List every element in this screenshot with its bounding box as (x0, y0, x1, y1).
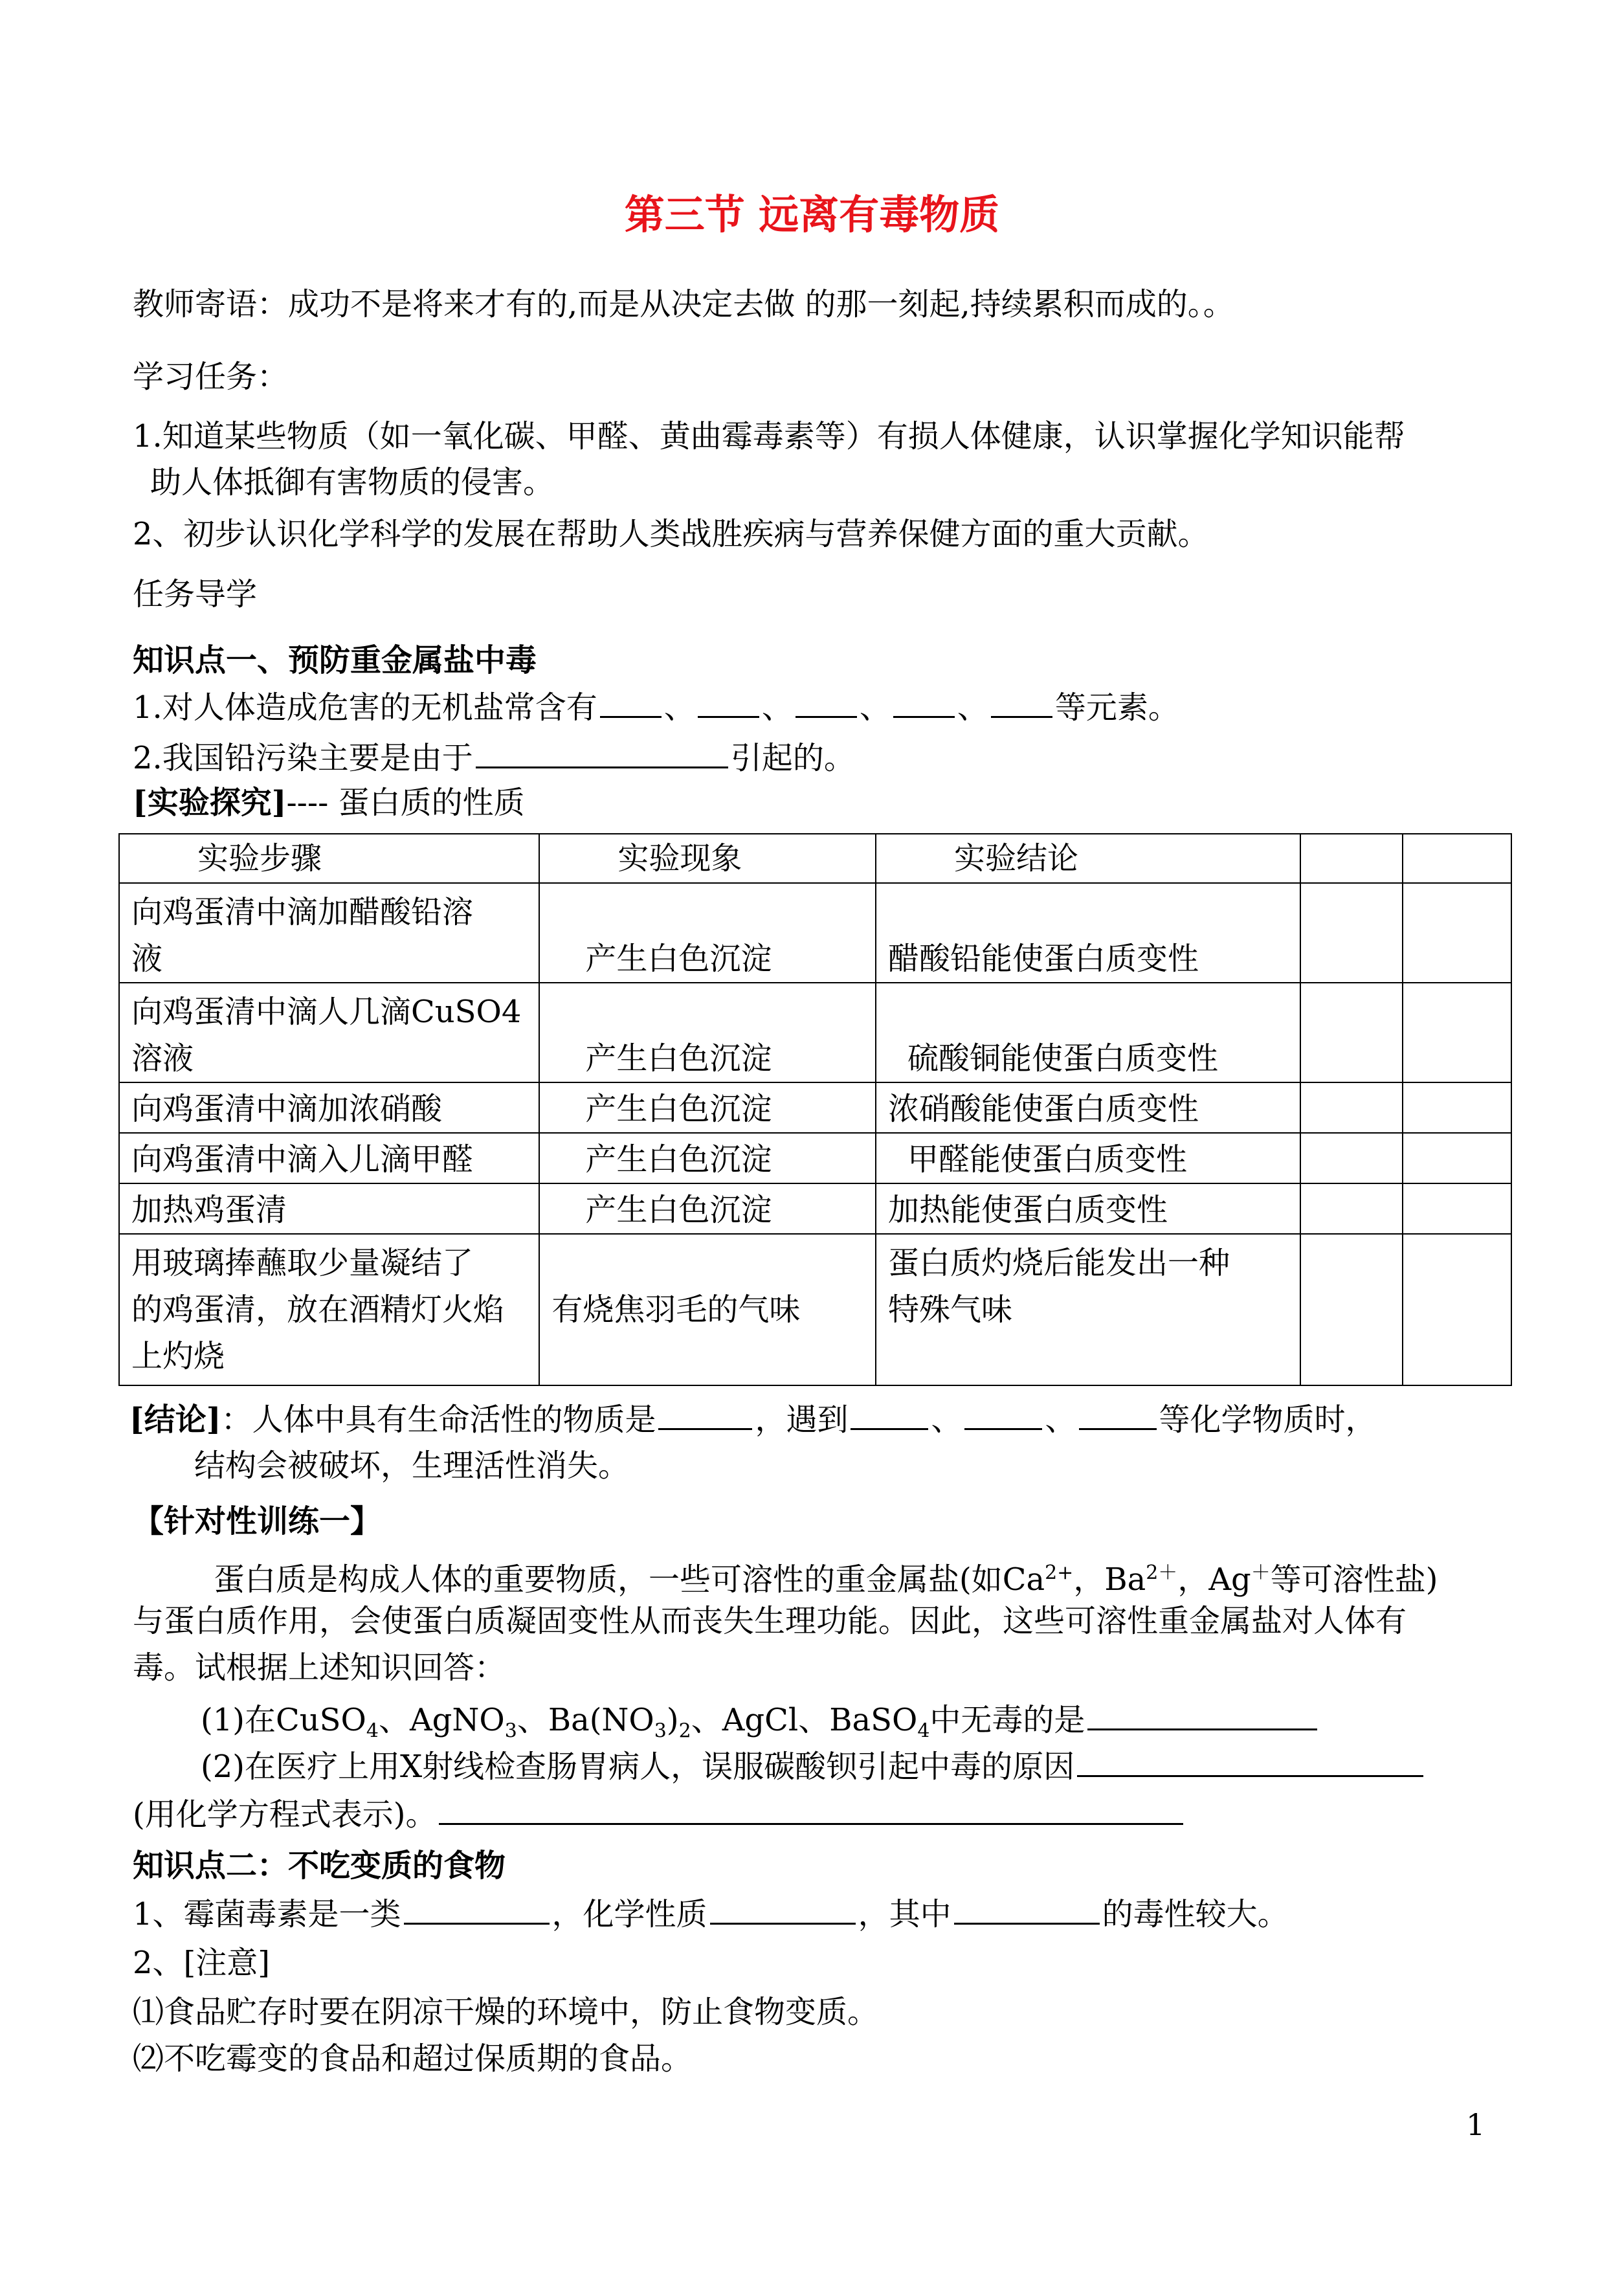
header-conclusion: 实验结论 (876, 834, 1300, 883)
phenomenon-text: 产生白色沉淀 (539, 1133, 876, 1183)
sub-question-2: (2)在医疗上用X射线检查肠胃病人，误服碳酸钡引起中毒的原因 (201, 1747, 1426, 1786)
training-paragraph-line-1: 蛋白质是构成人体的重要物质，一些可溶性的重金属盐(如$Ca^{2+}$，$Ba^{2+}$，Ag＋等可溶性盐) (214, 1561, 1438, 1598)
step-text: 用玻璃捧蘸取少量凝结了 (131, 1245, 474, 1281)
conclusion-text: 蛋白质灼烧后能发出一种 (887, 1245, 1230, 1281)
page-number: 1 (1466, 2107, 1485, 2142)
step-text: 的鸡蛋清，放在酒精灯火焰 (131, 1292, 505, 1328)
page-title: 第三节 远离有毒物质 (624, 191, 1000, 238)
conclusion-text: 醋酸铅能使蛋白质变性 (876, 883, 1300, 983)
step-text: 溶液 (131, 1040, 194, 1077)
answer-blank[interactable] (476, 738, 728, 768)
step-text: 向鸡蛋清中滴加醋酸铅溶 (131, 894, 474, 930)
teacher-note: 教师寄语：成功不是将来才有的,而是从决定去做 的那一刻起,持续累积而成的。。 (133, 286, 1234, 322)
answer-blank[interactable] (1077, 1747, 1423, 1777)
answer-blank[interactable] (851, 1400, 928, 1430)
knowledge-point-2: 知识点二：不吃变质的食物 (133, 1848, 506, 1884)
answer-blank[interactable] (991, 688, 1052, 718)
table-row (119, 1133, 1511, 1183)
sub-question-2-tail: (用化学方程式表示)。 (133, 1795, 1186, 1834)
conclusion-text: 浓硝酸能使蛋白质变性 (876, 1082, 1300, 1133)
phenomenon-text: 产生白色沉淀 (539, 1082, 876, 1133)
answer-blank[interactable] (658, 1400, 752, 1430)
question-1: 1.对人体造成危害的无机盐常含有 、 、 、 、 等元素。 (133, 688, 1179, 727)
answer-blank[interactable] (404, 1894, 550, 1925)
conclusion-text: 硫酸铜能使蛋白质变性 (876, 983, 1300, 1082)
phenomenon-text: 产生白色沉淀 (539, 983, 876, 1082)
table-header-row (119, 834, 1511, 883)
experiment-heading: [实验探究]---- 蛋白质的性质 (133, 785, 525, 821)
header-phenomenon: 实验现象 (539, 834, 876, 883)
answer-blank[interactable] (710, 1894, 856, 1925)
phenomenon-text: 产生白色沉淀 (539, 883, 876, 983)
answer-blank[interactable] (698, 688, 759, 718)
guide-heading: 任务导学 (133, 576, 258, 612)
empty-cell (1403, 834, 1511, 883)
answer-blank[interactable] (1087, 1700, 1317, 1730)
answer-blank[interactable] (893, 688, 955, 718)
step-text: 向鸡蛋清中滴加浓硝酸 (119, 1082, 539, 1133)
empty-cell (1300, 834, 1403, 883)
step-text: 加热鸡蛋清 (119, 1183, 539, 1234)
mold-question-1: 1、霉菌毒素是一类 ，化学性质 ，其中 的毒性较大。 (133, 1894, 1289, 1934)
answer-blank[interactable] (795, 688, 857, 718)
answer-blank[interactable] (600, 688, 662, 718)
training-paragraph-line-3: 毒。试根据上述知识回答： (133, 1650, 506, 1686)
answer-blank[interactable] (954, 1894, 1100, 1925)
step-text: 上灼烧 (131, 1338, 225, 1374)
conclusion-line-1: [结论]：人体中具有生命活性的物质是 ，遇到 、 、 等化学物质时， (129, 1400, 1377, 1439)
experiment-table (118, 833, 1512, 1386)
sub-question-1: (1)在CuSO$_4$、AgNO$_3$、$Ba(NO_3)_2$、AgCl、BaSO$_4$中无毒的是 (201, 1700, 1320, 1751)
training-heading-1: 【针对性训练一】 (133, 1503, 382, 1539)
knowledge-point-1: 知识点一、预防重金属盐中毒 (133, 642, 537, 678)
conclusion-line-2: 结构会被破坏，生理活性消失。 (194, 1448, 630, 1484)
table-row (119, 1183, 1511, 1234)
training-paragraph-line-2: 与蛋白质作用，会使蛋白质凝固变性从而丧失生理功能。因此，这些可溶性重金属盐对人体有 (133, 1603, 1407, 1639)
mold-note-2: ⑵不吃霉变的食品和超过保质期的食品。 (133, 2041, 693, 2077)
conclusion-text: 特殊气味 (887, 1292, 1012, 1328)
answer-blank[interactable] (1079, 1400, 1157, 1430)
header-step: 实验步骤 (119, 834, 539, 883)
step-text: 向鸡蛋清中滴人几滴CuSO4 (131, 994, 522, 1030)
answer-blank[interactable] (964, 1400, 1042, 1430)
answer-blank[interactable] (439, 1795, 1183, 1825)
mold-note-1: ⑴食品贮存时要在阴凉干燥的环境中，防止食物变质。 (133, 1994, 879, 2030)
task-1-line-1: 1.知道某些物质（如一氧化碳、甲醛、黄曲霉毒素等）有损人体健康，认识掌握化学知识能帮 (133, 418, 1405, 454)
table-row (119, 983, 1511, 1082)
task-1-line-2: 助人体抵御有害物质的侵害。 (150, 464, 555, 500)
table-row (119, 883, 1511, 983)
conclusion-text: 甲醛能使蛋白质变性 (876, 1133, 1300, 1183)
step-text: 向鸡蛋清中滴入儿滴甲醛 (119, 1133, 539, 1183)
question-2: 2.我国铅污染主要是由于 引起的。 (133, 738, 855, 777)
phenomenon-text: 有烧焦羽毛的气味 (539, 1234, 876, 1385)
task-heading: 学习任务： (133, 359, 289, 395)
table-row (119, 1082, 1511, 1133)
conclusion-text: 加热能使蛋白质变性 (876, 1183, 1300, 1234)
step-text: 液 (131, 941, 163, 977)
phenomenon-text: 产生白色沉淀 (539, 1183, 876, 1234)
task-2: 2、初步认识化学科学的发展在帮助人类战胜疾病与营养保健方面的重大贡献。 (133, 516, 1209, 552)
mold-note-heading: 2、[注意] (133, 1945, 270, 1981)
table-row (119, 1234, 1511, 1385)
